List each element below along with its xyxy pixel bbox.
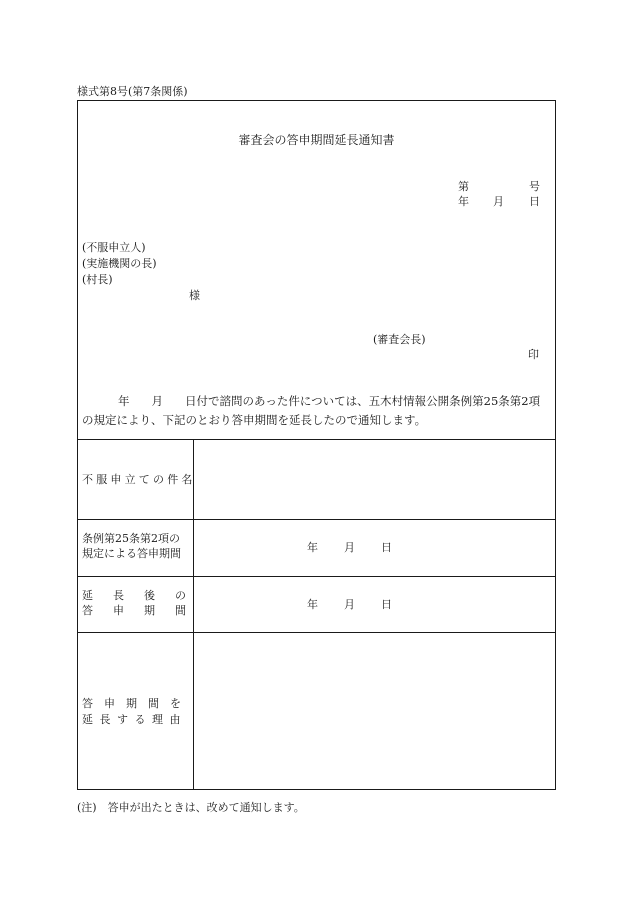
header-month: 月 bbox=[493, 195, 504, 208]
header-day: 日 bbox=[529, 195, 540, 208]
addressee-agency-head: (実施機関の長) bbox=[82, 257, 157, 270]
row-extended-period-label-1: 延長後の bbox=[82, 589, 206, 602]
row-reason-label-2: 延長する理由 bbox=[82, 713, 187, 726]
date-year: 年 bbox=[307, 541, 318, 554]
body-text-line1: 日付で諮問のあった件については、五木村情報公開条例第25条第2項 bbox=[185, 394, 541, 408]
addressee-mayor: (村長) bbox=[82, 273, 113, 286]
body-month: 月 bbox=[151, 394, 163, 408]
body-text-line2: の規定により、下記のとおり答申期間を延長したので通知します。 bbox=[82, 413, 427, 427]
row-reason-label-1: 答申期間を bbox=[82, 697, 192, 710]
addressee-honorific: 様 bbox=[189, 289, 200, 302]
row-original-period-date bbox=[307, 542, 392, 553]
footnote: (注) 答申が出たときは、改めて通知します。 bbox=[77, 801, 305, 814]
form-number: 様式第8号(第7条関係) bbox=[77, 85, 188, 98]
notice-body bbox=[82, 392, 550, 430]
number-prefix: 第 bbox=[458, 180, 469, 193]
row-subject-label-text: 不服申立ての件名 bbox=[82, 473, 196, 486]
seal-mark: 印 bbox=[528, 348, 539, 361]
row-original-period-label-1: 条例第25条第2項の bbox=[82, 532, 180, 545]
addressee-applicant: (不服申立人) bbox=[82, 241, 146, 254]
date-month: 月 bbox=[344, 541, 355, 554]
date-year: 年 bbox=[307, 598, 318, 611]
row-extended-period-label-2: 答申期間 bbox=[82, 604, 206, 617]
sender-title: (審査会長) bbox=[373, 333, 426, 346]
document-title: 審査会の答申期間延長通知書 bbox=[238, 133, 395, 147]
table-rule-2 bbox=[77, 576, 556, 577]
table-top-rule bbox=[77, 439, 556, 440]
row-extended-period-date bbox=[307, 599, 392, 610]
table-rule-3 bbox=[77, 632, 556, 633]
body-year: 年 bbox=[118, 394, 130, 408]
number-suffix: 号 bbox=[529, 180, 540, 193]
header-year: 年 bbox=[458, 195, 469, 208]
document-frame bbox=[77, 100, 556, 790]
date-day: 日 bbox=[381, 541, 392, 554]
row-subject-label bbox=[82, 473, 196, 486]
date-day: 日 bbox=[381, 598, 392, 611]
date-month: 月 bbox=[344, 598, 355, 611]
table-rule-1 bbox=[77, 519, 556, 520]
row-original-period-label-2: 規定による答申期間 bbox=[82, 547, 181, 560]
